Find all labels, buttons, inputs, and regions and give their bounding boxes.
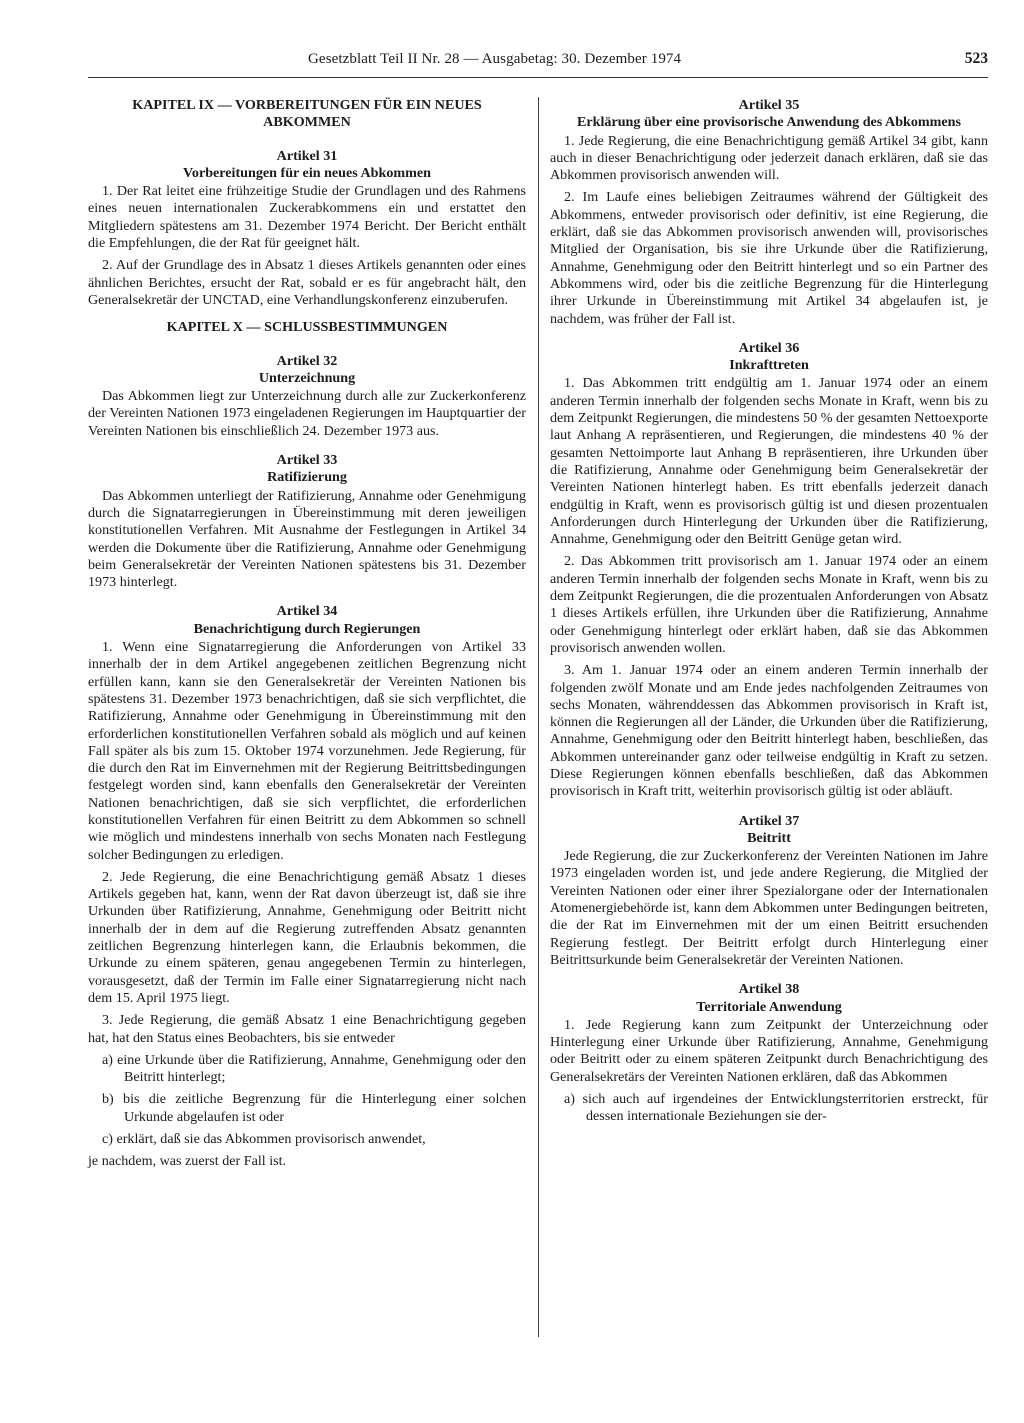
article-number: Artikel 38 [738, 981, 800, 998]
list-item: a) eine Urkunde über die Ratifizierung, Annahme, Genehmigung oder den Beitritt hinterlegt; [102, 1051, 526, 1086]
header-rule [88, 77, 988, 78]
left-column [88, 93, 526, 1171]
article-title: Erklärung über eine provisorische Anwendung des Abkommens [577, 114, 961, 131]
article-title: Unterzeichnung [258, 369, 356, 386]
paragraph: 2. Jede Regierung, die eine Benachrichtigung gemäß Absatz 1 dieses Artikels gegeben hat, kann, wenn der Rat davon überzeugt ist, daß sie ihre Urkunden über Ratifizierung, Annahme, Genehmigung oder Beitritt nicht innerhalb der in dem auf die Regierung zutreffenden Absatz genannten zeitlichen Begrenzung hinterlegen kann, die Erlaubnis bekommen, die Urkunde zu einem späteren, genau angegebenen Termin zu hinterlegen, vorausgesetzt, daß der Termin im Falle einer Signatarregierung nicht nach dem 15. April 1975 liegt. [88, 868, 526, 1006]
article-number: Artikel 32 [276, 352, 338, 369]
paragraph: 2. Im Laufe eines beliebigen Zeitraumes während der Gültigkeit des Abkommens, entweder provisorisch oder definitiv, ist eine Regierung, die erklärt, daß sie das Abkommen provisorisch anwenden will, provisorisches Mitglied der Organisation, bis sie ihre Urkunde über die Ratifizierung, Annahme, Genehmigung oder den Beitritt hinterlegt und so ein Partner des Abkommens wird, oder bis die zeitliche Begrenzung für die Hinterlegung ihrer Urkunde in Übereinstimmung mit Artikel 34 abgelaufen ist, je nachdem, was früher der Fall ist. [550, 189, 988, 327]
chapter-heading: KAPITEL IX — VORBEREITUNGEN FÜR EIN NEUES ABKOMMEN [132, 97, 482, 131]
chapter-heading: KAPITEL X — SCHLUSSBESTIMMUNGEN [166, 319, 448, 336]
list-item: b) bis die zeitliche Begrenzung für die Hinterlegung einer solchen Urkunde abgelaufen ist oder [102, 1091, 526, 1125]
paragraph: Das Abkommen liegt zur Unterzeichnung durch alle zur Zuckerkonferenz der Vereinten Nationen 1973 eingeladenen Regierungen im Hauptquartier der Vereinten Nationen bis einschließlich 24. Dezember 1973 aus. [88, 388, 526, 439]
article-number: Artikel 35 [738, 97, 800, 113]
paragraph: Jede Regierung, die zur Zuckerkonferenz der Vereinten Nationen im Jahre 1973 eingeladen worden ist, und jede andere Regierung, die Mitglied der Vereinten Nationen oder einer ihrer Spezialorgane oder der Internationalen Atomenergiebehörde ist, kann dem Abkommen unter Bedingungen beitreten, die der Rat im Einvernehmen mit der um einen Beitritt ersuchenden Regierung festlegt. Der Beitritt erfolgt durch Hinterlegung einer Beitrittsurkunde beim Generalsekretär der Vereinten Nationen. [550, 848, 988, 968]
paragraph: 1. Jede Regierung kann zum Zeitpunkt der Unterzeichnung oder Hinterlegung einer Urkunde über Ratifizierung, Annahme, Genehmigung oder Beitritt oder zu einem späteren Zeitpunkt durch Benachrichtigung des Generalsekretärs der Vereinten Nationen erklären, daß das Abkommen [550, 1016, 988, 1085]
running-header [88, 47, 988, 73]
paragraph: 3. Jede Regierung, die gemäß Absatz 1 eine Benachrichtigung gegeben hat, hat den Status eines Beobachters, bis sie entweder [88, 1012, 526, 1046]
article-title: Ratifizierung [267, 469, 347, 486]
paragraph: 1. Wenn eine Signatarregierung die Anforderungen von Artikel 33 innerhalb der in dem Artikel angegebenen zeitlichen Begrenzung nicht erfüllen kann, kann sie den Generalsekretär der Vereinten Nationen bis spätestens 31. Dezember 1973 benachrichtigen, daß sie sich verpflichtet, die Ratifizierung, Annahme oder Genehmigung in Übereinstimmung mit den erforderlichen konstitutionellen Verfahren sobald als möglich und auf keinen Fall später als bis zum 15. Oktober 1974 vorzunehmen. Jede Regierung, für die durch den Rat im Einvernehmen mit der Regierung Beitrittsbedingungen festgelegt worden sind, kann ebenfalls den Generalsekretär der Vereinten Nationen benachrichtigen, daß sie sich verpflichtet, die erforderlichen konstitutionellen Verfahren für einen Beitritt zu dem Abkommen so schnell wie möglich und mindestens innerhalb von sechs Monaten nach Festlegung solcher Bedingungen zu erledigen. [88, 639, 526, 863]
column-divider [538, 97, 539, 1337]
article-number: Artikel 34 [276, 603, 338, 620]
article-number: Artikel 37 [738, 812, 800, 829]
page-number: 523 [964, 50, 988, 67]
article-number: Artikel 31 [276, 147, 338, 164]
paragraph: 1. Jede Regierung, die eine Benachrichtigung gemäß Artikel 34 gibt, kann auch in dieser Benachrichtigung oder jederzeit danach erklären, daß sie das Abkommen provisorisch anwenden will. [550, 132, 988, 184]
paragraph: 3. Am 1. Januar 1974 oder an einem anderen Termin innerhalb der folgenden zwölf Monate und am Ende jedes nachfolgenden Zeitraumes von sechs Monaten, währenddessen das Abkommen provisorisch in Kraft ist, können die Regierungen all der Länder, die Urkunden über die Ratifizierung, Annahme, Genehmigung oder den Beitritt hinterlegt haben, beschließen, das Abkommen untereinander ganz oder teilweise endgültig in Kraft zu setzen. Diese Regierungen können ebenfalls beschließen, daß das Abkommen provisorisch in Kraft tritt, weiterhin provisorisch gültig ist oder abläuft. [550, 662, 988, 800]
list-item: a) sich auch auf irgendeines der Entwicklungsterritorien erstreckt, für dessen internationale Beziehungen sie der- [564, 1091, 988, 1125]
paragraph: 1. Das Abkommen tritt endgültig am 1. Januar 1974 oder an einem anderen Termin innerhalb der folgenden sechs Monate in Kraft, wenn bis zu dem Zeitpunkt Regierungen, die mindestens 50 % der gesamten Nettoexporte laut Anhang A repräsentieren, und Regierungen, die mindestens 40 % der gesamten Nettoimporte laut Anhang B repräsentieren, ihre Urkunden über die Ratifizierung, Annahme oder Genehmigung beim Generalsekretär der Vereinten Nationen hinterlegt haben. Es tritt ebenfalls jederzeit danach endgültig in Kraft, wenn es provisorisch gültig ist und diesen prozentualen Anforderungen durch Hinterlegung der Urkunden über die Ratifizierung, Annahme, Genehmigung oder den Beitritt Genüge getan wird. [550, 375, 988, 548]
article-title: Inkrafttreten [729, 357, 809, 374]
right-column [550, 93, 988, 1131]
paragraph: 2. Auf der Grundlage des in Absatz 1 dieses Artikels genannten oder eines ähnlichen Berichtes, ersucht der Rat, sobald er es für angebracht hält, den Generalsekretär der UNCTAD, eine Verhandlungskonferenz einzuberufen. [88, 257, 526, 308]
article-number: Artikel 33 [276, 452, 338, 469]
article-title: Benachrichtigung durch Regierungen [193, 620, 421, 637]
paragraph: 1. Der Rat leitet eine frühzeitige Studie der Grundlagen und des Rahmens eines neuen internationalen Zuckerabkommens ein und erstattet den Mitgliedern spätestens am 31. Dezember 1974 Bericht. Der Bericht enthält die Empfehlungen, die der Rat für geeignet hält. [88, 183, 526, 252]
article-title: Territoriale Anwendung [696, 998, 842, 1015]
article-title: Vorbereitungen für ein neues Abkommen [183, 164, 431, 181]
article-number: Artikel 36 [738, 339, 800, 356]
header-title: Gesetzblatt Teil II Nr. 28 — Ausgabetag: 30. Dezember 1974 [308, 51, 682, 67]
paragraph: 2. Das Abkommen tritt provisorisch am 1. Januar 1974 oder an einem anderen Termin innerhalb der folgenden sechs Monate in Kraft, wenn bis zu dem Zeitpunkt Regierungen, die die prozentualen Anforderungen von Absatz 1 dieses Artikels erfüllen, ihre Urkunden über die Ratifizierung, Annahme oder Genehmigung hinterlegt oder erklärt haben, daß sie das Abkommen provisorisch anwenden wollen. [550, 553, 988, 656]
paragraph: je nachdem, was zuerst der Fall ist. [88, 1153, 287, 1170]
list-item: c) erklärt, daß sie das Abkommen provisorisch anwendet, [102, 1131, 426, 1148]
article-title: Beitritt [747, 829, 791, 846]
paragraph: Das Abkommen unterliegt der Ratifizierung, Annahme oder Genehmigung durch die Signatarregierungen in Übereinstimmung mit deren jeweiligen konstitutionellen Verfahren. Mit Ausnahme der Festlegungen in Artikel 34 werden die Dokumente über die Ratifizierung, Annahme oder Genehmigung beim Generalsekretär der Vereinten Nationen spätestens bis 31. Dezember 1973 hinterlegt. [88, 487, 526, 591]
